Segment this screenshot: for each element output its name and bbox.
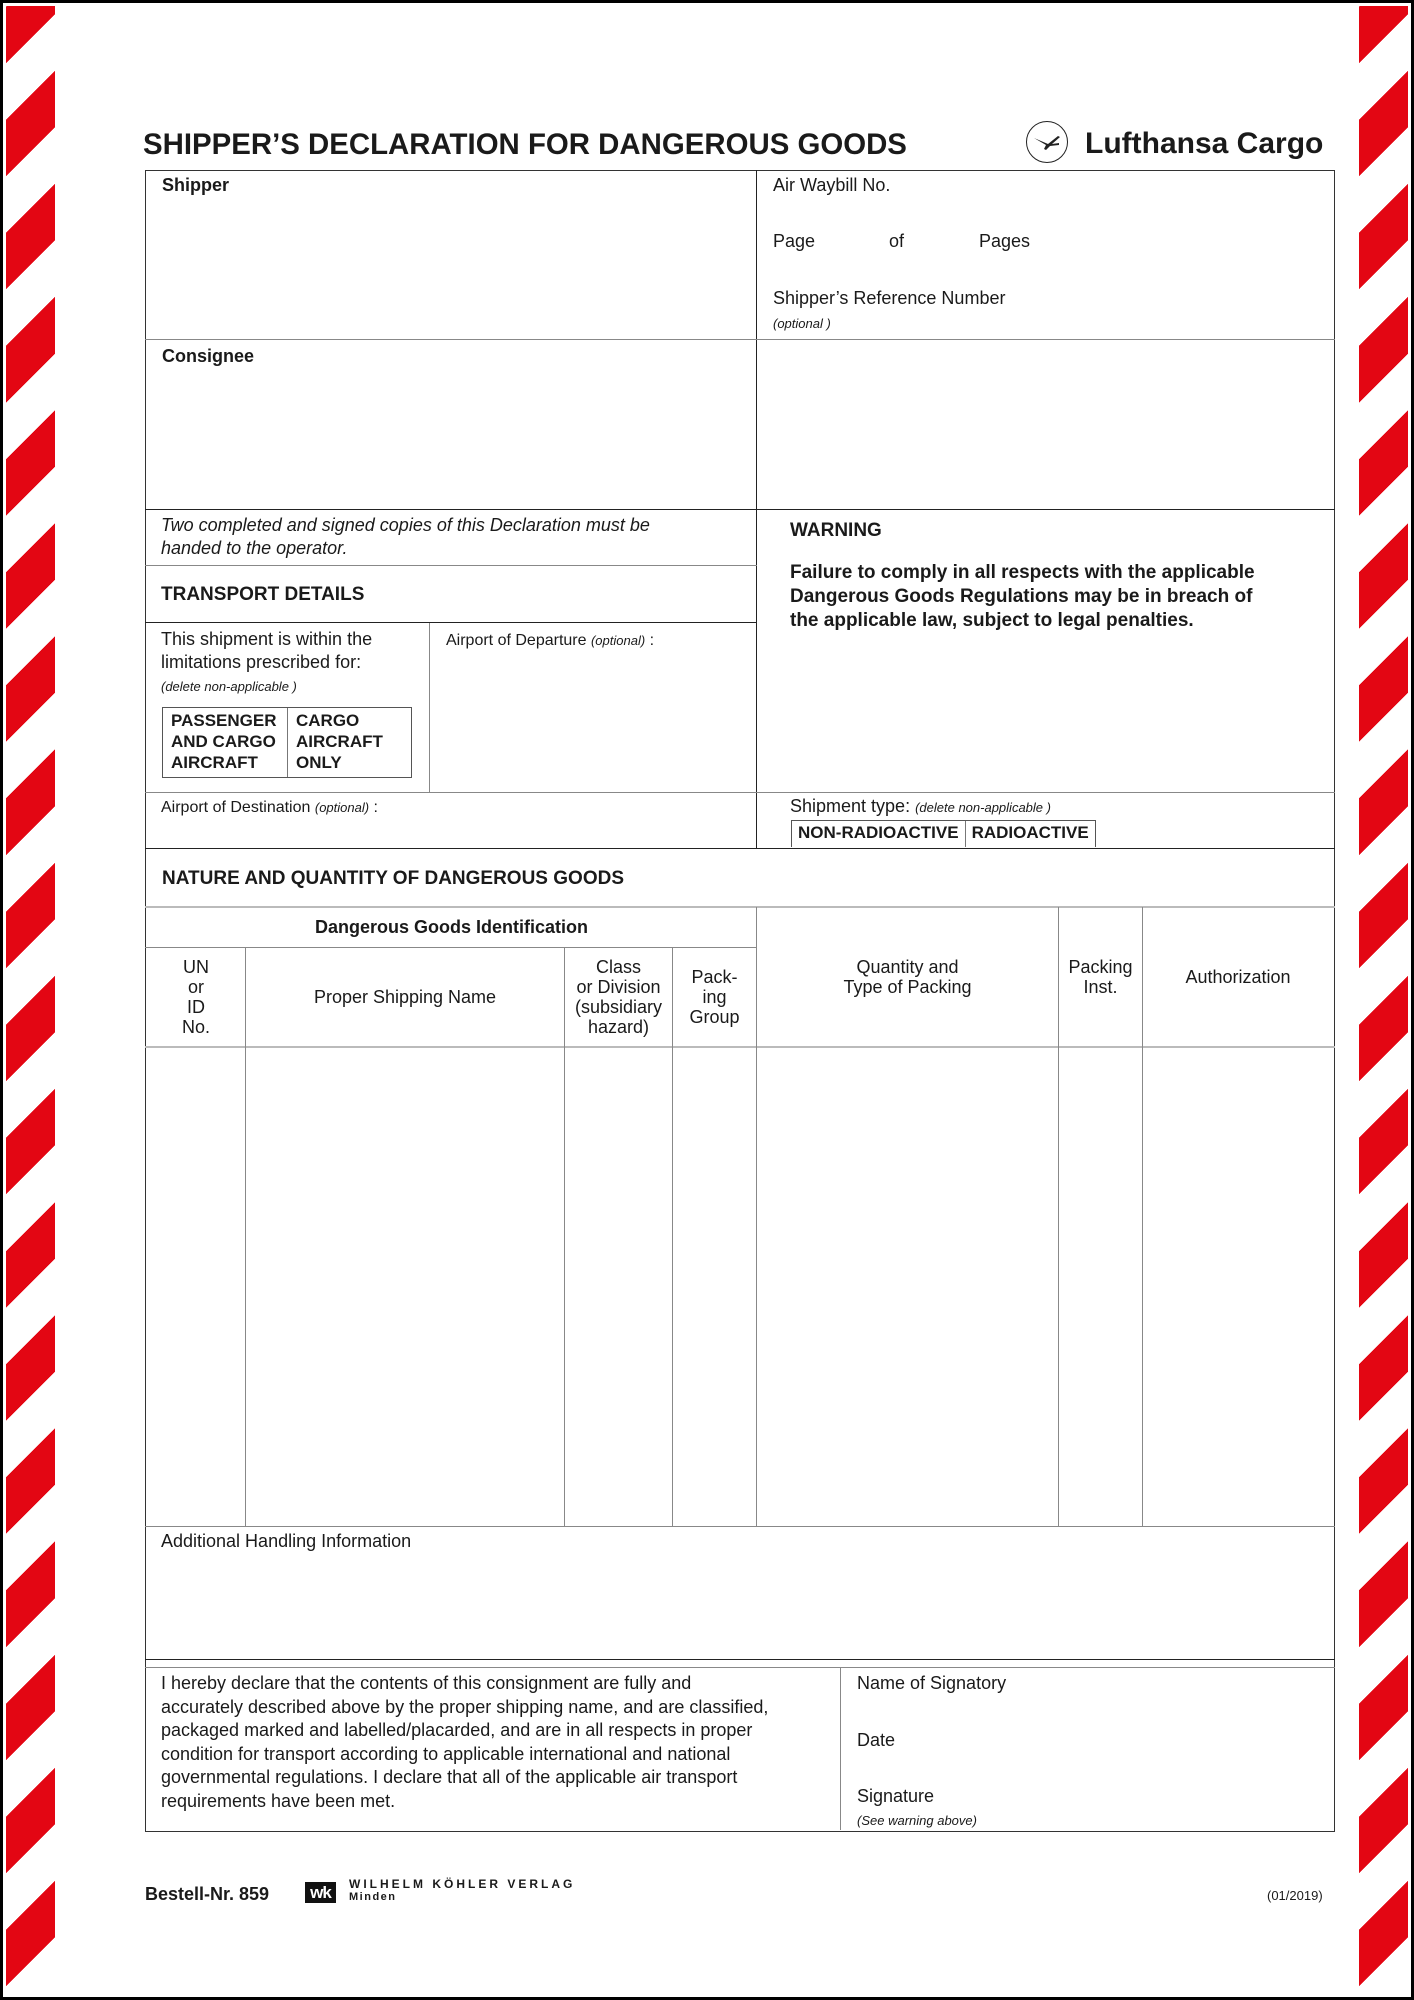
col-header-line: (subsidiary: [574, 997, 663, 1017]
air-waybill-label: Air Waybill No.: [773, 175, 891, 195]
signatory-name-label: Name of Signatory: [857, 1673, 1007, 1693]
col-header-line: Group: [689, 1007, 740, 1027]
warning-line-2: Dangerous Goods Regulations may be in breach of: [790, 586, 1253, 607]
col-header-quantity-type: [757, 907, 1058, 1046]
option-non-radioactive[interactable]: NON-RADIOACTIVE: [798, 823, 959, 842]
col-header-line: ing: [702, 987, 727, 1007]
limitations-line-1: This shipment is within the: [161, 629, 373, 649]
additional-handling-label: Additional Handling Information: [161, 1531, 412, 1551]
date-label: Date: [857, 1730, 896, 1750]
option-passenger-and-cargo-aircraft[interactable]: [163, 708, 287, 777]
air-waybill-field[interactable]: [900, 172, 1330, 202]
edition-date: (01/2019): [1267, 1888, 1323, 1903]
colon: :: [373, 799, 378, 816]
dg-identification-title: Dangerous Goods Identification: [314, 917, 588, 937]
col-header-line: or: [187, 977, 204, 997]
option-cargo-line: CARGO: [296, 711, 360, 730]
col-header-authorization: Authorization: [1185, 966, 1291, 987]
airport-destination-text: Airport of Destination: [161, 799, 311, 816]
signature-label: Signature: [857, 1786, 935, 1806]
page-label: Page: [773, 231, 816, 251]
declaration-line: packaged marked and labelled/placarded, and are in all respects in proper: [161, 1720, 753, 1740]
goods-section-title: NATURE AND QUANTITY OF DANGEROUS GOODS: [162, 868, 624, 889]
of-label: of: [889, 231, 905, 251]
shipper-reference-field[interactable]: [1030, 285, 1330, 335]
declaration-line: accurately described above by the proper shipping name, and are classified,: [161, 1696, 769, 1717]
col-header-line: Class: [595, 957, 641, 977]
hazard-stripe-left: [6, 6, 55, 1994]
col-header-line: Pack-: [691, 967, 738, 987]
publisher-block: [349, 1878, 575, 1904]
signatory-name-field[interactable]: [1020, 1670, 1330, 1700]
col-header-packing-inst: [1059, 907, 1142, 1046]
declaration-line: condition for transport according to applicable international and national: [161, 1743, 731, 1764]
col-header-line: UN: [182, 957, 209, 977]
date-field[interactable]: [910, 1726, 1330, 1756]
option-passenger-line: AIRCRAFT: [171, 753, 258, 772]
limitations-line-2: limitations prescribed for:: [161, 652, 362, 672]
col-header-line: or Division: [576, 977, 661, 997]
col-header-class-division: [565, 948, 672, 1046]
document-title: SHIPPER’S DECLARATION FOR DANGEROUS GOODS: [143, 128, 907, 161]
declaration-line: governmental regulations. I declare that all of the applicable air transport: [161, 1767, 738, 1787]
copies-notice-line-1: Two completed and signed copies of this Declaration must be: [161, 515, 650, 535]
warning-line-3: the applicable law, subject to legal penalties.: [790, 610, 1194, 631]
airport-destination-label: [161, 799, 378, 817]
warning-line-1: Failure to comply in all respects with the applicable: [790, 562, 1255, 583]
col-header-line: No.: [181, 1017, 210, 1037]
col-header-line: ID: [186, 997, 205, 1017]
col-header-line: Inst.: [1083, 976, 1118, 997]
additional-handling-field[interactable]: [147, 1556, 1333, 1656]
shipment-type-label: [790, 796, 1051, 817]
shipper-label: Shipper: [162, 175, 230, 195]
goods-table-body[interactable]: [147, 1049, 1333, 1525]
option-radioactive[interactable]: RADIOACTIVE: [965, 821, 1095, 847]
col-header-proper-shipping-name: Proper Shipping Name: [313, 987, 497, 1007]
colon: :: [649, 632, 655, 649]
signature-note: (See warning above): [857, 1813, 977, 1828]
brand-name: Lufthansa Cargo: [1085, 127, 1324, 160]
limitations-text: [161, 628, 372, 674]
pages-label: Pages: [979, 231, 1031, 251]
aircraft-delete-note: (delete non-applicable ): [161, 679, 297, 694]
hazard-stripe-right: [1359, 6, 1408, 1994]
option-passenger-line: PASSENGER: [171, 711, 277, 730]
declaration-line: requirements have been met.: [161, 1790, 396, 1811]
option-cargo-line: ONLY: [296, 753, 342, 772]
col-header-line: Packing: [1068, 956, 1133, 977]
airport-destination-field[interactable]: [147, 820, 755, 847]
signature-field[interactable]: [960, 1780, 1330, 1828]
declaration-line: I hereby declare that the contents of this consignment are fully and: [161, 1673, 692, 1693]
declaration-text: [161, 1672, 768, 1813]
shipper-reference-label: Shipper’s Reference Number: [773, 288, 1006, 308]
airport-destination-optional: (optional): [314, 800, 370, 815]
crane-logo-icon: [1026, 121, 1068, 163]
airport-departure-text: Airport of Departure: [446, 632, 587, 649]
page-number-field[interactable]: [822, 228, 882, 256]
publisher-name: WILHELM KÖHLER VERLAG: [349, 1877, 576, 1891]
publisher-city: Minden: [349, 1891, 397, 1903]
transport-details-title: TRANSPORT DETAILS: [161, 584, 365, 605]
shipment-type-text: Shipment type:: [790, 796, 911, 816]
order-number: Bestell-Nr. 859: [145, 1884, 270, 1904]
consignee-label: Consignee: [162, 346, 255, 366]
warning-title: WARNING: [790, 520, 882, 541]
shipper-reference-note: (optional ): [773, 316, 831, 331]
consignee-right-field[interactable]: [758, 341, 1332, 507]
col-header-line: hazard): [587, 1017, 650, 1037]
option-cargo-line: AIRCRAFT: [296, 732, 383, 751]
option-passenger-line: AND CARGO: [171, 732, 276, 751]
warning-text: [790, 561, 1255, 633]
copies-notice-line-2: handed to the operator.: [161, 538, 348, 558]
airport-departure-optional: (optional): [590, 633, 646, 648]
shipment-type-selector: [791, 820, 1096, 847]
copies-notice: [161, 514, 650, 560]
col-header-line: Type of Packing: [843, 976, 972, 997]
consignee-field[interactable]: [147, 372, 755, 507]
col-header-line: Quantity and: [856, 956, 959, 977]
page-total-field[interactable]: [910, 228, 976, 256]
col-header-packing-group: [673, 948, 756, 1046]
aircraft-type-selector: [162, 707, 412, 778]
col-header-un-id: [147, 948, 245, 1046]
shipper-field[interactable]: [147, 200, 755, 338]
airport-departure-field[interactable]: [431, 655, 754, 790]
publisher-logo-icon: wk: [305, 1882, 336, 1903]
shipment-type-delete-note: (delete non-applicable ): [915, 800, 1051, 815]
option-cargo-aircraft-only[interactable]: [287, 708, 411, 777]
airport-departure-label: [446, 632, 654, 650]
